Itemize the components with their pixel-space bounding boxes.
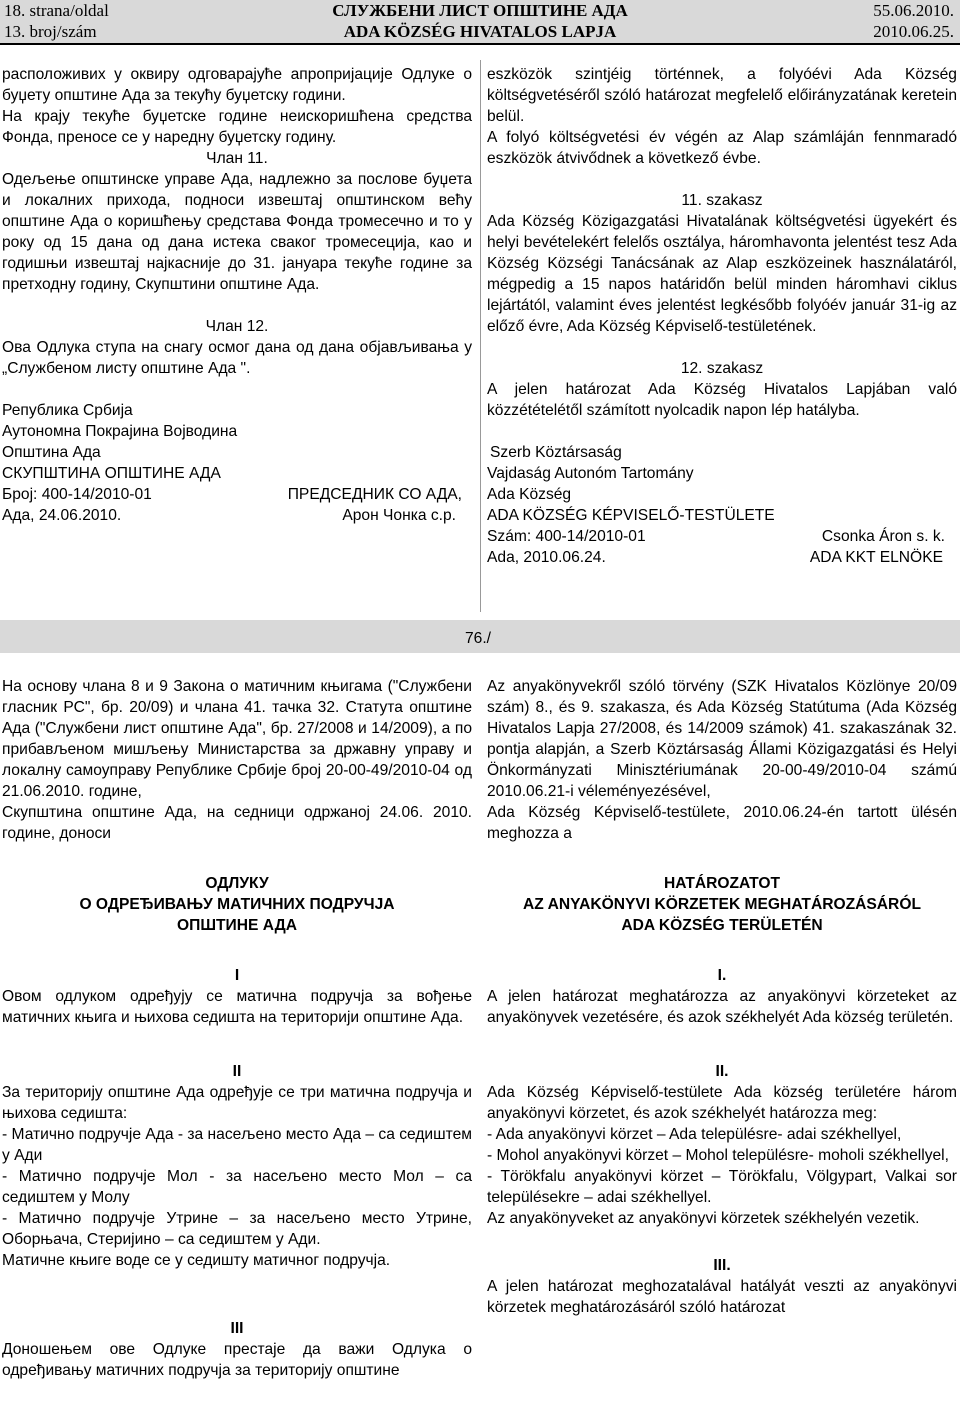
paragraph: Ова Одлука ступа на снагу осмог дана од дана објављивања у „Службеном листу општине Ада ". (2, 339, 472, 377)
signatory-title: ADA KKT ELNÖKE (809, 549, 943, 566)
article-heading: 12. szakasz (680, 360, 764, 377)
signature-line: ADA KÖZSÉG KÉPVISELŐ-TESTÜLETE (487, 507, 775, 524)
issue-date-1: 55.06.2010. (873, 1, 954, 20)
page-number: 18. strana/oldal (4, 1, 109, 20)
signature-row (2, 484, 472, 505)
document-date: Ада, 24.06.2010. (2, 507, 122, 524)
list-item: - Матично подручје Мол - за насељено место Мол – са седиштем у Молу (2, 1168, 472, 1206)
bottom-left-column (2, 676, 472, 1381)
article-heading: Члан 12. (205, 318, 269, 335)
list-item: - Törökfalu anyakönyvi körzet – Törökfalu, Völgypart, Valkai sor településekre – adai székhellyel. (487, 1168, 957, 1206)
paragraph: Доношењем ове Одлуке престаје да важи Одлука о одређивању матичних подручја за територију општине (2, 1341, 472, 1379)
list-item: - Ada anyakönyvi körzet – Ada településre- adai székhellyel, (487, 1126, 902, 1143)
article-heading: 11. szakasz (681, 192, 763, 209)
document-number: Број: 400-14/2010-01 (2, 486, 152, 503)
signature-line: Република Србија (2, 402, 133, 419)
paragraph: Az anyakönyveket az anyakönyvi körzetek székhelyén vezetik. (487, 1210, 920, 1227)
paragraph: eszközök szintjéig történnek, a folyóévi Ada Község költségvetéséről szóló határozat megfelelő előirányzatának keretein belül. (487, 66, 957, 125)
column-divider (480, 60, 481, 612)
paragraph: A jelen határozat Ada Község Hivatalos Lapjában való közzétételétől számított nyolcadik napon lép hatályba. (487, 381, 957, 419)
top-left-column (2, 64, 472, 526)
section-separator (0, 620, 960, 653)
paragraph: Скупштина општине Ада, на седници одржаној 24.06. 2010. године, доноси (2, 804, 472, 842)
bottom-right-column (487, 676, 957, 1318)
paragraph: A jelen határozat meghatározza az anyakönyvi körzeteket az anyakönyvek vezetésére, és azok székhelyét Ada község területén. (487, 988, 957, 1026)
signature-line: Vajdaság Autonóm Tartomány (487, 465, 694, 482)
section-heading: III. (713, 1257, 731, 1274)
paragraph: Ada Község Képviselő-testülete Ada község területére három anyakönyvi körzetet, és azok székhelyét határozza meg: (487, 1084, 957, 1122)
decision-subtitle: ОПШТИНЕ АДА (177, 917, 297, 934)
paragraph: На крају текуће буџетске године неискоришћена средства Фонда, преносе се у наредну буџетску годину. (2, 108, 472, 146)
list-item: - Матично подручје Утрине – за насељено место Утрине, Оборњача, Стеријино – са седиштем у Ади. (2, 1210, 472, 1248)
signature-line: СКУПШТИНА ОПШТИНЕ АДА (2, 465, 221, 482)
section-heading: I. (717, 967, 727, 984)
section-heading: II. (715, 1063, 729, 1080)
signature-row (487, 547, 957, 568)
paragraph: A jelen határozat meghozatalával hatályát veszti az anyakönyvi körzetek meghatározásáról szóló határozat (487, 1278, 957, 1316)
page-header (0, 0, 960, 44)
signature-line: Аутономна Покрајина Војводина (2, 423, 238, 440)
signature-line: Општина Ада (2, 444, 101, 461)
paragraph: Ada Község Közigazgatási Hivatalának költségvetési ügyekért és helyi bevételekért felelős osztálya, háromhavonta jelentést tesz Ada Község Községi Tanácsának az Alap eszközeinek használatáról, mégpedig a 15 napos határidőn belül minden háromhavi ciklus lejártától, valamint éves jelentést legkésőbb folyóév január 31-ig az előző évre, Ada Község Képviselő-testületének. (487, 213, 957, 335)
paragraph: Матичне књиге воде се у седишту матичног подручја. (2, 1252, 391, 1269)
paragraph: Овом одлуком одређују се матична подручја за вођење матичних књига и њихова седишта на територији општине Ада. (2, 988, 472, 1026)
decision-subtitle: AZ ANYAKÖNYVI KÖRZETEK MEGHATÁROZÁSÁRÓL (523, 896, 921, 913)
issue-number: 13. broj/szám (4, 22, 97, 41)
paragraph: A folyó költségvetési év végén az Alap számláján fennmaradó eszközök átvivődnek a következő évbe. (487, 129, 957, 167)
decision-subtitle: О ОДРЕЂИВАЊУ МАТИЧНИХ ПОДРУЧЈА (79, 896, 395, 913)
paragraph: Ada Község Képviselő-testülete, 2010.06.24-én tartott ülésén meghozza a (487, 804, 957, 842)
paragraph: За територију општине Ада одређује се три матична подручја и њихова седишта: (2, 1084, 472, 1122)
issue-date-2: 2010.06.25. (873, 22, 954, 41)
publication-title-hu: ADA KÖZSÉG HIVATALOS LAPJA (343, 22, 617, 41)
document-date: Ada, 2010.06.24. (487, 549, 606, 566)
decision-title: ОДЛУКУ (205, 875, 269, 892)
signature-line: Szerb Köztársaság (490, 444, 622, 461)
signature-line: Ada Község (487, 486, 572, 503)
paragraph: На основу члана 8 и 9 Закона о матичним књигама ("Службени гласник РС", бр. 20/09) и члана 41. тачка 32. Статута општине Ада ("Службени лист општине Ада", бр. 27/2008 и 14/2009), а по прибављеном мишљењу Министарства за државну управу и локалну самоуправу Републике Србије број 20-00-49/2010-04 од 21.06.2010. године, (2, 678, 472, 800)
decision-subtitle: ADA KÖZSÉG TERÜLETÉN (621, 917, 823, 934)
signature-row (487, 526, 957, 547)
item-number: 76./ (465, 630, 492, 647)
document-number: Szám: 400-14/2010-01 (487, 528, 646, 545)
signatory-name: Арон Чонка с.р. (342, 507, 456, 524)
signatory-name: Csonka Áron s. k. (821, 528, 945, 545)
paragraph: Az anyakönyvekről szóló törvény (SZK Hivatalos Közlönye 20/09 szám) 8., és 9. szakasza, és Ada Község Statútuma (Ada Község Hivatalos Lapja 27/2008, és 14/2009 számok) 41. szakaszának 32. pontja alapján, a Szerb Köztársaság Állami Közigazgatási és Helyi Önkormányzati Minisztériumának 20-00-49/2010-04 számú 2010.06.21-i véleményezésével, (487, 678, 957, 800)
decision-title: HATÁROZATOT (663, 875, 781, 892)
signature-row (2, 505, 472, 526)
paragraph: Одељење општинске управе Ада, надлежно за послове буџета и локалних прихода, подноси извештај општинском већу општине Ада о коришћењу средстава Фонда тромесечно и то у року од 15 дана од дана истека сваког тромесеција, као и годишњи извештај најкасније до 31. јануара текуће године за претходну годину, Скупштини општине Ада. (2, 171, 472, 293)
signatory-title: ПРЕДСЕДНИК СО АДА, (287, 486, 462, 503)
list-item: - Матично подручје Ада - за насељено место Ада – са седиштем у Ади (2, 1126, 473, 1164)
section-heading: III (230, 1320, 244, 1337)
top-right-column (487, 64, 957, 568)
article-heading: Члан 11. (206, 150, 268, 167)
section-heading: II (232, 1063, 242, 1080)
section-heading: I (234, 967, 240, 984)
header-rule (0, 43, 960, 45)
publication-title-sr: СЛУЖБЕНИ ЛИСТ ОПШТИНЕ АДА (332, 1, 628, 20)
paragraph: расположивих у оквиру одговарајуће апропријације Одлуке о буџету општине Ада за текућу буџетску години. (2, 66, 472, 104)
list-item: - Mohol anyakönyvi körzet – Mohol településre- moholi székhellyel, (487, 1147, 949, 1164)
